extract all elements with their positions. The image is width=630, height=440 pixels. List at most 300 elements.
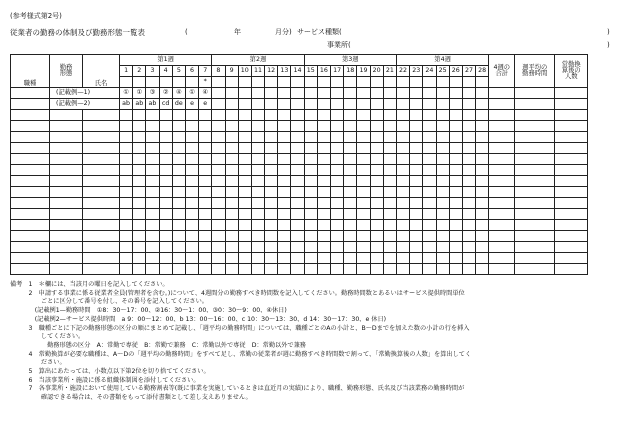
empty-cell [172,253,185,264]
week-header: 第2週 [212,55,304,66]
empty-cell [304,110,317,121]
empty-cell [304,187,317,198]
day-number: 21 [383,66,396,77]
empty-cell [370,198,383,209]
empty-cell [476,143,489,154]
note-line: ごとに区分して番号を付し、その番号を記入してください。 [10,298,208,306]
empty-cell [449,264,462,275]
empty-cell [291,176,304,187]
note-line: 勤務形態の区分 A：常勤で専従 B：常勤で兼務 C：常勤以外で専従 D：常勤以外で兼務 [10,341,306,349]
empty-cell [83,220,120,231]
empty-cell [357,132,370,143]
empty-cell [396,121,409,132]
empty-cell [304,198,317,209]
shift-cell [423,88,436,99]
table-row [11,198,588,209]
empty-cell [396,187,409,198]
day-number: 28 [476,66,489,77]
form-header-label: 勤務 [59,63,73,71]
empty-cell [291,110,304,121]
weekly-avg-header-label: 勤務時間 [522,70,548,77]
empty-cell [396,198,409,209]
empty-cell [357,220,370,231]
empty-cell [423,132,436,143]
empty-cell [50,165,83,176]
empty-cell [120,220,133,231]
empty-cell [199,253,212,264]
weekday-cell [462,77,475,88]
empty-cell [555,110,588,121]
empty-cell [396,253,409,264]
table-row [11,231,588,242]
empty-cell [410,165,423,176]
empty-cell [133,187,146,198]
empty-cell [278,209,291,220]
empty-cell [344,187,357,198]
shift-cell [476,88,489,99]
empty-cell [515,176,555,187]
empty-cell [11,176,50,187]
empty-cell [449,143,462,154]
empty-cell [449,121,462,132]
empty-cell [238,231,251,242]
empty-cell [462,143,475,154]
empty-cell [159,176,172,187]
empty-cell [185,165,198,176]
empty-cell [449,176,462,187]
empty-cell [185,176,198,187]
weekday-cell [146,77,159,88]
empty-cell [476,220,489,231]
empty-cell [304,121,317,132]
empty-cell [50,242,83,253]
total-4w-header-label: 合計 [495,70,509,77]
empty-cell [489,121,515,132]
empty-cell [317,242,330,253]
empty-cell [515,121,555,132]
shift-cell [449,99,462,110]
empty-cell [172,165,185,176]
empty-cell [344,121,357,132]
empty-cell [83,165,120,176]
shift-cell [304,99,317,110]
empty-cell [410,264,423,275]
empty-cell [436,253,449,264]
empty-cell [172,242,185,253]
empty-cell [423,198,436,209]
shift-cell [370,88,383,99]
empty-cell [83,187,120,198]
empty-cell [462,110,475,121]
empty-cell [423,165,436,176]
empty-cell [357,143,370,154]
empty-cell [120,143,133,154]
notes-section [10,281,622,403]
empty-cell [291,231,304,242]
weekday-cell [120,77,133,88]
empty-cell [436,154,449,165]
empty-cell [83,231,120,242]
shift-cell [265,99,278,110]
day-number: 15 [304,66,317,77]
empty-cell [265,242,278,253]
shift-cell [225,88,238,99]
empty-cell [120,121,133,132]
empty-cell [265,253,278,264]
empty-cell [462,198,475,209]
empty-cell [555,187,588,198]
shift-cell [436,88,449,99]
empty-cell [331,154,344,165]
empty-cell [185,253,198,264]
day-number: 7 [199,66,212,77]
day-number: 5 [172,66,185,77]
shift-cell [212,99,225,110]
shift-cell [383,88,396,99]
shift-cell: de [172,99,185,110]
empty-cell [199,110,212,121]
empty-cell [396,220,409,231]
empty-cell [159,165,172,176]
note-line: (記載例1—勤務時間 ①8：30〜17：00、②16：30〜1：00、③0：30〜9：00、④休日) [10,307,287,315]
empty-cell [278,165,291,176]
weekday-cell [476,77,489,88]
day-number: 9 [225,66,238,77]
empty-cell [172,176,185,187]
empty-cell [555,132,588,143]
day-number: 16 [317,66,330,77]
fte-header-label: 人数 [564,73,578,81]
empty-cell [317,121,330,132]
empty-cell [133,220,146,231]
shift-cell [212,88,225,99]
empty-cell [515,154,555,165]
empty-cell [251,253,264,264]
empty-cell [146,231,159,242]
empty-cell [251,198,264,209]
empty-cell [383,143,396,154]
empty-cell [133,165,146,176]
empty-cell [225,165,238,176]
empty-cell [449,187,462,198]
shift-cell [462,99,475,110]
empty-cell [212,264,225,275]
shift-cell [291,88,304,99]
empty-cell [146,220,159,231]
job-cell [11,99,50,110]
note-line: 7 各事業所・施設において使用している勤務割表等(既に事業を実施しているときは直近月の実績)により、職種、勤務形態、氏名及び当該業務の勤務時間が [10,385,465,393]
empty-cell [489,264,515,275]
empty-cell [83,209,120,220]
empty-cell [265,220,278,231]
empty-cell [410,231,423,242]
empty-cell [199,187,212,198]
empty-cell [159,231,172,242]
empty-cell [436,143,449,154]
empty-cell [317,253,330,264]
empty-cell [410,187,423,198]
weekday-cell [357,77,370,88]
empty-cell [199,231,212,242]
empty-cell [423,176,436,187]
summary-cell [515,99,555,110]
period-month: 月分) [275,28,292,36]
day-number: 13 [278,66,291,77]
empty-cell [225,176,238,187]
empty-cell [317,110,330,121]
service-type-label: サービス種類( [297,28,342,36]
empty-cell [423,231,436,242]
empty-cell [344,143,357,154]
empty-cell [449,242,462,253]
empty-cell [225,242,238,253]
empty-cell [331,242,344,253]
empty-cell [436,132,449,143]
empty-cell [199,121,212,132]
empty-cell [172,220,185,231]
empty-cell [199,242,212,253]
day-number: 4 [159,66,172,77]
empty-cell [225,253,238,264]
shift-cell: e [185,99,198,110]
weekday-cell [317,77,330,88]
empty-cell [83,198,120,209]
empty-cell [212,154,225,165]
empty-cell [489,209,515,220]
empty-cell [146,242,159,253]
empty-cell [462,209,475,220]
empty-cell [278,121,291,132]
empty-cell [449,209,462,220]
empty-cell [317,187,330,198]
empty-cell [383,121,396,132]
shift-cell [344,99,357,110]
empty-cell [225,143,238,154]
empty-cell [476,176,489,187]
empty-cell [436,121,449,132]
empty-cell [555,253,588,264]
empty-cell [304,231,317,242]
empty-cell [225,187,238,198]
job-column-header [11,55,50,88]
shift-cell: ② [159,88,172,99]
week-header: 第1週 [120,55,212,66]
empty-cell [423,154,436,165]
table-row [11,132,588,143]
empty-cell [331,187,344,198]
empty-cell [370,253,383,264]
empty-cell [11,132,50,143]
empty-cell [199,209,212,220]
empty-cell [251,176,264,187]
summary-cell [555,88,588,99]
table-row [11,176,588,187]
empty-cell [462,165,475,176]
empty-cell [11,264,50,275]
empty-cell [462,231,475,242]
empty-cell [489,253,515,264]
weekday-cell [410,77,423,88]
shift-cell [436,99,449,110]
empty-cell [344,264,357,275]
empty-cell [357,242,370,253]
weekday-cell [265,77,278,88]
empty-cell [291,264,304,275]
empty-cell [462,132,475,143]
empty-cell [83,264,120,275]
weekday-cell [383,77,396,88]
empty-cell [489,165,515,176]
empty-cell [146,176,159,187]
empty-cell [396,132,409,143]
empty-cell [83,110,120,121]
shift-cell [410,88,423,99]
empty-cell [304,154,317,165]
empty-cell [462,264,475,275]
shift-cell [423,99,436,110]
shift-cell: ① [120,88,133,99]
empty-cell [146,132,159,143]
empty-cell [436,220,449,231]
empty-cell [146,264,159,275]
note-line: 4 常勤換算が必要な職種は、A〜Dの「週平均の勤務時間」をすべて足し、常勤の従業者が週に勤務すべき時間数で割って、「常勤換算後の人数」を算出してく [10,350,472,358]
shift-cell: ab [133,99,146,110]
empty-cell [159,253,172,264]
empty-cell [555,143,588,154]
example-row [11,99,588,110]
empty-cell [410,143,423,154]
empty-cell [515,143,555,154]
table-row [11,264,588,275]
shift-cell: e [199,99,212,110]
empty-cell [238,198,251,209]
empty-cell [357,187,370,198]
empty-cell [291,220,304,231]
table-row [11,165,588,176]
empty-cell [278,198,291,209]
note-line: 2 申請する事業に係る従業者全員(管理者を含む。)について、4週間分の勤務すべき時間数を記入してください。勤務時間数とあるいはサービス提供時間単位 [10,289,465,297]
empty-cell [291,253,304,264]
empty-cell [304,220,317,231]
empty-cell [251,132,264,143]
empty-cell [238,165,251,176]
empty-cell [159,110,172,121]
empty-cell [265,143,278,154]
empty-cell [344,209,357,220]
empty-cell [238,242,251,253]
day-number: 6 [185,66,198,77]
shift-cell [396,88,409,99]
week-header: 第4週 [396,55,488,66]
empty-cell [146,198,159,209]
day-number: 26 [449,66,462,77]
empty-cell [383,242,396,253]
empty-cell [225,121,238,132]
empty-cell [436,209,449,220]
empty-cell [11,231,50,242]
empty-cell [515,242,555,253]
note-line: 3 職種ごとに下記の勤務形態の区分の順にまとめて記載し、「週平均の勤務時間」については、職種ごとのAの小計と、B〜Dまでを加えた数の小計の行を挿入 [10,324,470,332]
empty-cell [489,176,515,187]
weekday-cell [370,77,383,88]
empty-cell [83,176,120,187]
empty-cell [370,209,383,220]
weekday-cell [278,77,291,88]
empty-cell [331,143,344,154]
fte-header [555,55,588,88]
empty-cell [265,231,278,242]
weekday-cell [449,77,462,88]
empty-cell [555,264,588,275]
empty-cell [410,121,423,132]
empty-cell [133,242,146,253]
empty-cell [370,165,383,176]
empty-cell [383,165,396,176]
day-number: 25 [436,66,449,77]
empty-cell [555,176,588,187]
empty-cell [423,110,436,121]
empty-cell [476,242,489,253]
empty-cell [383,198,396,209]
empty-cell [291,143,304,154]
empty-cell [146,165,159,176]
empty-cell [344,220,357,231]
day-number: 24 [423,66,436,77]
empty-cell [489,110,515,121]
empty-cell [225,132,238,143]
empty-cell [331,176,344,187]
empty-cell [11,143,50,154]
day-number: 3 [146,66,159,77]
empty-cell [133,132,146,143]
empty-cell [462,187,475,198]
empty-cell [172,187,185,198]
empty-cell [11,209,50,220]
empty-cell [185,231,198,242]
empty-cell [225,110,238,121]
empty-cell [396,264,409,275]
empty-cell [344,165,357,176]
weekday-cell [225,77,238,88]
empty-cell [146,253,159,264]
shift-cell [317,99,330,110]
empty-cell [515,209,555,220]
empty-cell [410,220,423,231]
empty-cell [133,198,146,209]
empty-cell [212,143,225,154]
empty-cell [317,264,330,275]
empty-cell [423,209,436,220]
empty-cell [370,187,383,198]
empty-cell [515,187,555,198]
empty-cell [212,253,225,264]
empty-cell [120,176,133,187]
day-number: 11 [251,66,264,77]
empty-cell [291,209,304,220]
empty-cell [120,231,133,242]
empty-cell [251,121,264,132]
empty-cell [133,121,146,132]
empty-cell [489,198,515,209]
schedule-table [10,54,588,275]
day-number: 1 [120,66,133,77]
weekly-avg-header [515,55,555,88]
empty-cell [423,264,436,275]
empty-cell [304,264,317,275]
empty-cell [410,242,423,253]
empty-cell [462,242,475,253]
empty-cell [199,165,212,176]
